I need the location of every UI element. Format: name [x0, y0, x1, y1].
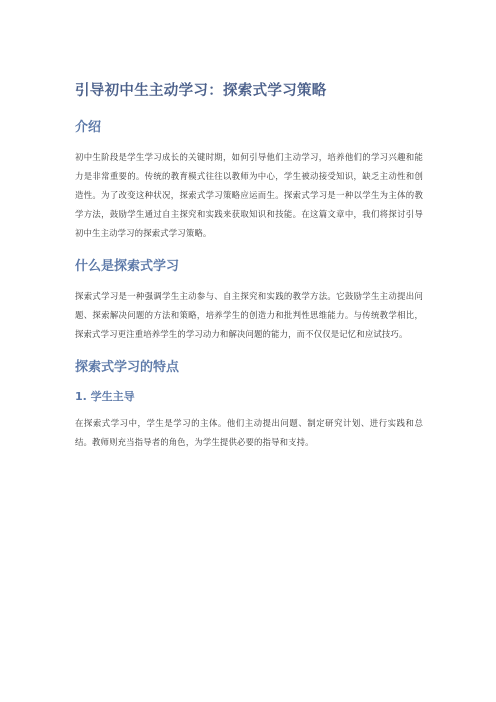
section-heading-features: 探索式学习的特点 [75, 360, 180, 375]
section-heading-what-is: 什么是探索式学习 [75, 259, 180, 274]
subsection-heading-student-led: 1. 学生主导 [75, 390, 135, 403]
section-heading-intro: 介绍 [75, 120, 102, 135]
document-title: 引导初中生主动学习：探索式学习策略 [75, 83, 327, 99]
subsection-paragraph-student-led: 在探索式学习中，学生是学习的主体。他们主动提出问题、制定研究计划、进行实践和总结。教师则充当指导者的角色，为学生提供必要的指导和支持。 [75, 418, 423, 447]
section-paragraph-what-is: 探索式学习是一种强调学生主动参与、自主探究和实践的教学方法。它鼓励学生主动提出问题、探索解决问题的方法和策略，培养学生的创造力和批判性思维能力。与传统教学相比，探索式学习更注重培养学生的学习动力和解决问题的能力，而不仅仅是记忆和应试技巧。 [75, 291, 423, 339]
section-paragraph-intro: 初中生阶段是学生学习成长的关键时期，如何引导他们主动学习，培养他们的学习兴趣和能力是非常重要的。传统的教育模式往往以教师为中心，学生被动接受知识，缺乏主动性和创造性。为了改变这种状况，探索式学习策略应运而生。探索式学习是一种以学生为主体的教学方法，鼓励学生通过自主探究和实践来获取知识和技能。在这篇文章中，我们将探讨引导初中生主动学习的探索式学习策略。 [75, 152, 423, 238]
document-body [75, 80, 423, 452]
